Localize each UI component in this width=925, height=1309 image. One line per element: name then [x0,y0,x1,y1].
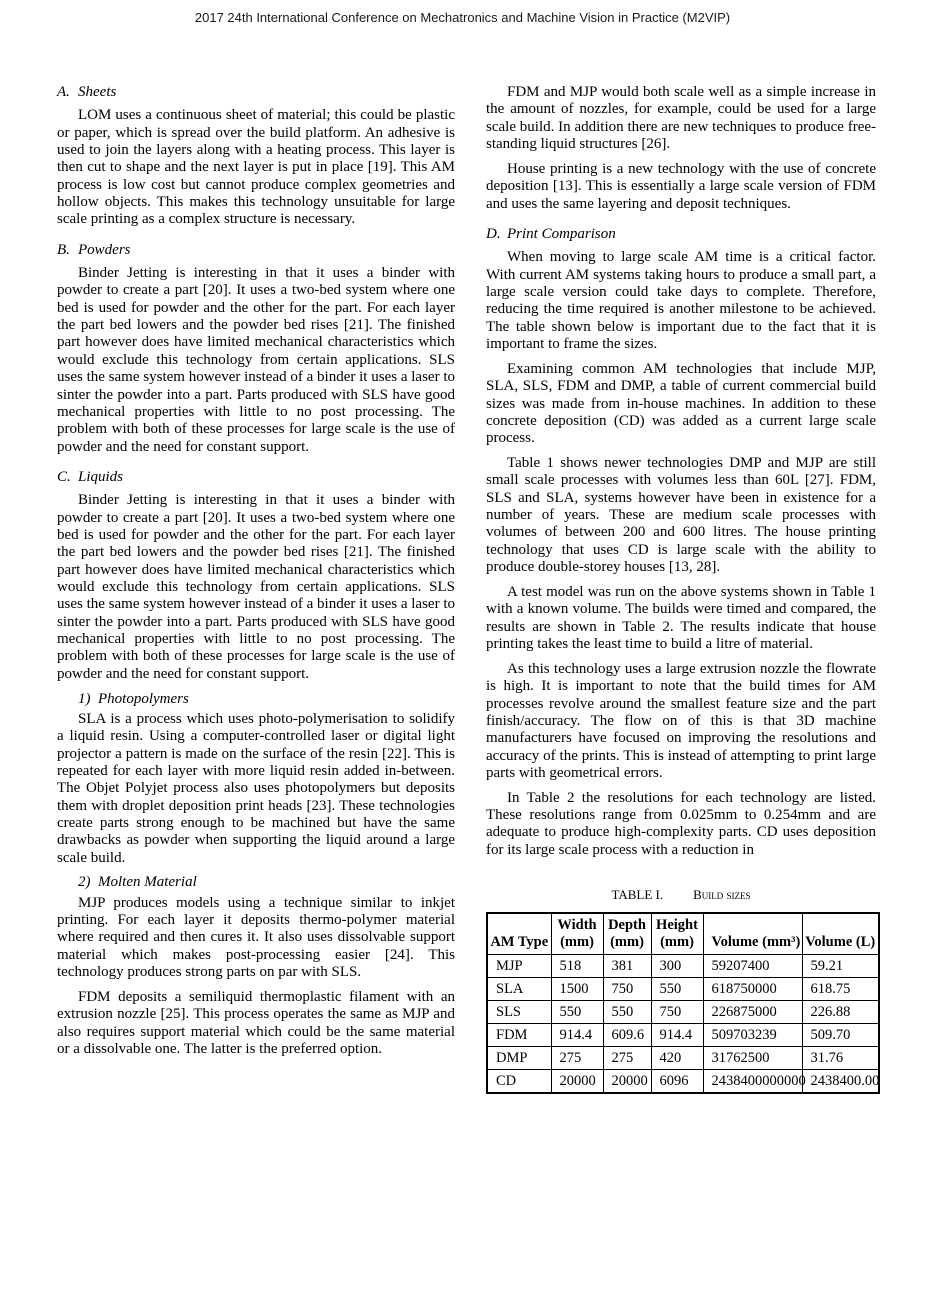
subsection-heading-molten-material [57,874,455,891]
subsection-title: Molten Material [98,874,197,891]
section-label: C. [57,468,71,485]
column-header-volume-l: Volume (L) [802,913,879,955]
section-heading-powders [57,242,455,259]
table-row [487,1024,879,1047]
table-cell: 31762500 [703,1047,802,1070]
table-cell: 381 [603,955,651,978]
section-title: Print Comparison [507,225,616,242]
paragraph: When moving to large scale AM time is a critical factor. With current AM systems taking hours to produce a small part, a large scale version could take days to complete. Therefore, reducing the time required is another milestone to be achieved. The table shown below is important due to the fact that it is important to frame the sizes. [486,249,876,352]
table-cell: 275 [551,1047,603,1070]
section-label: D. [486,225,501,242]
subsection-heading-photopolymers [57,691,455,708]
section-title: Sheets [78,84,117,100]
table-cell: 914.4 [551,1024,603,1047]
paragraph: A test model was run on the above systems shown in Table 1 with a known volume. The builds were timed and compared, the results are shown in Table 2. The results indicate that house printing takes the least time to build a litre of material. [486,583,876,652]
paragraph: In Table 2 the resolutions for each technology are listed. These resolutions range from 0.025mm to 0.254mm and are adequate to produce high-complexity parts. CD uses deposition for its large scale process with a reduction in [486,789,876,858]
table-cell: 914.4 [651,1024,703,1047]
table-cell: 550 [651,978,703,1001]
paragraph: As this technology uses a large extrusion nozzle the flowrate is high. It is important to note that the build times for AM processes revolve around the smallest feature size and the part finish/accuracy. The flow on of this is that 3D machine manufacturers have focused on improving the resolutions and accuracy of the prints. This is instead of attempting to print large parts with geometrical errors. [486,660,876,781]
table-row [487,955,879,978]
paragraph: LOM uses a continuous sheet of material; this could be plastic or paper, which is spread over the build platform. An adhesive is used to join the layers along with a heating process. This layer is then cut to shape and the next layer is put in place [19]. This AM process is low cost but cannot produce complex geometries and hollow objects. This makes this technology unsuitable for large scale printing as a complex structure is necessary. [57,107,455,228]
table-cell: 750 [603,978,651,1001]
build-sizes-table [486,912,880,1094]
table-cell: 59.21 [802,955,879,978]
table-cell: MJP [487,955,551,978]
section-heading-liquids [57,469,455,486]
left-column [57,84,455,1066]
table-cell: 226875000 [703,1001,802,1024]
table-cell: 1500 [551,978,603,1001]
table-header-row [487,913,879,955]
section-title: Powders [78,241,131,258]
table-cell: SLS [487,1001,551,1024]
table-cell: 31.76 [802,1047,879,1070]
table-cell: 550 [603,1001,651,1024]
table-caption [486,886,876,903]
table-cell: 618.75 [802,978,879,1001]
paragraph: Binder Jetting is interesting in that it uses a binder with powder to create a part [20]. It uses a two-bed system where one bed is used for powder and the other for the part. For each layer the part bed lowers and the powder bed rises [21]. The finished part however does have limited mechanical characteristics which would exclude this technology from certain applications. SLS uses the same system however instead of a binder it uses a laser to sinter the powder into a part. Parts produced with SLS have good mechanical properties with little to no post processing. The problem with both of these processes for large scale is the use of powder and the need for constant support. [57,265,455,455]
column-header-width: Width (mm) [551,913,603,955]
table-cell: 750 [651,1001,703,1024]
paragraph: MJP produces models using a technique similar to inkjet printing. For each layer it deposits thermo-polymer material where required and then cures it. It also uses dissolvable support material which makes post-processing easier [24]. This technology produces strong parts on par with SLS. [57,894,455,981]
running-header: 2017 24th International Conference on Mechatronics and Machine Vision in Practice (M2VIP) [194,10,731,25]
table-cell: 420 [651,1047,703,1070]
table-caption-label: TABLE I. [611,887,664,903]
table-cell: 618750000 [703,978,802,1001]
subsection-label: 2) [78,874,91,891]
table-cell: 20000 [603,1070,651,1093]
section-heading-print-comparison [486,226,876,243]
table-cell: CD [487,1070,551,1093]
table-cell: 226.88 [802,1001,879,1024]
table-cell: 609.6 [603,1024,651,1047]
table-cell: 518 [551,955,603,978]
subsection-title: Photopolymers [98,690,189,707]
column-header-volume-mm3: Volume (mm³) [703,913,802,955]
table-cell: DMP [487,1047,551,1070]
table-cell: 300 [651,955,703,978]
section-label: B. [57,241,70,258]
table-cell: 59207400 [703,955,802,978]
paragraph: SLA is a process which uses photo-polymerisation to solidify a liquid resin. Using a computer-controlled laser or digital light projector a pattern is made on the surface of the resin [22]. This is repeated for each layer with more liquid resin added in-between. The Objet Polyjet process also uses photopolymers but deposits them with droplet deposition print heads [23]. These technologies create parts strong enough to be machined but have the same drawbacks as powder when supporting the liquid around a large scale build. [57,710,455,866]
table-cell: 509703239 [703,1024,802,1047]
paragraph: Examining common AM technologies that include MJP, SLA, SLS, FDM and DMP, a table of current commercial build sizes was made from in-house machines. In addition to these concrete deposition (CD) was added as a current large scale process. [486,360,876,447]
table-cell: 550 [551,1001,603,1024]
section-heading-sheets [57,84,455,101]
table-row [487,1047,879,1070]
table-cell: 6096 [651,1070,703,1093]
table-cell: 275 [603,1047,651,1070]
table-cell: 2438400.00 [802,1070,879,1093]
section-title: Liquids [78,468,124,485]
table-row [487,1070,879,1093]
column-header-am-type: AM Type [487,913,551,955]
paragraph: Binder Jetting is interesting in that it uses a binder with powder to create a part [20]. It uses a two-bed system where one bed is used for powder and the other for the part. For each layer the part bed lowers and the powder bed rises [21]. The finished part however does have limited mechanical characteristics which would exclude this technology from certain applications. SLS uses the same system however instead of a binder it uses a laser to sinter the powder into a part. Parts produced with SLS have good mechanical properties with little to no post processing. The problem with both of these processes for large scale is the use of powder and the need for constant support. [57,492,455,682]
table-cell: 509.70 [802,1024,879,1047]
table-row [487,978,879,1001]
table-cell: 2438400000000 [703,1070,802,1093]
subsection-label: 1) [78,690,91,707]
section-label: A. [57,84,70,100]
paragraph: House printing is a new technology with the use of concrete deposition [13]. This is essentially a large scale version of FDM and uses the same layering and deposit techniques. [486,160,876,212]
table-cell: FDM [487,1024,551,1047]
table-row [487,1001,879,1024]
right-column [486,84,880,1094]
table-cell: 20000 [551,1070,603,1093]
paragraph: Table 1 shows newer technologies DMP and MJP are still small scale processes with volumes less than 60L [27]. FDM, SLS and SLA, systems however have been in existence for a number of years. These are medium scale processes with volumes of between 200 and 600 litres. The house printing technology that uses CD is large scale with the ability to produce double-storey houses [13, 28]. [486,455,876,576]
paragraph: FDM and MJP would both scale well as a simple increase in the amount of nozzles, for example, could be used for a large scale build. In addition there are new techniques to produce free-standing liquid structures [26]. [486,84,876,153]
table-cell: SLA [487,978,551,1001]
column-header-height: Height (mm) [651,913,703,955]
column-header-depth: Depth (mm) [603,913,651,955]
paragraph: FDM deposits a semiliquid thermoplastic filament with an extrusion nozzle [25]. This process operates the same as MJP and also requires support material which could be the same material or a dissolvable one. The latter is the preferred option. [57,989,455,1058]
table-caption-title: Build sizes [693,887,751,903]
